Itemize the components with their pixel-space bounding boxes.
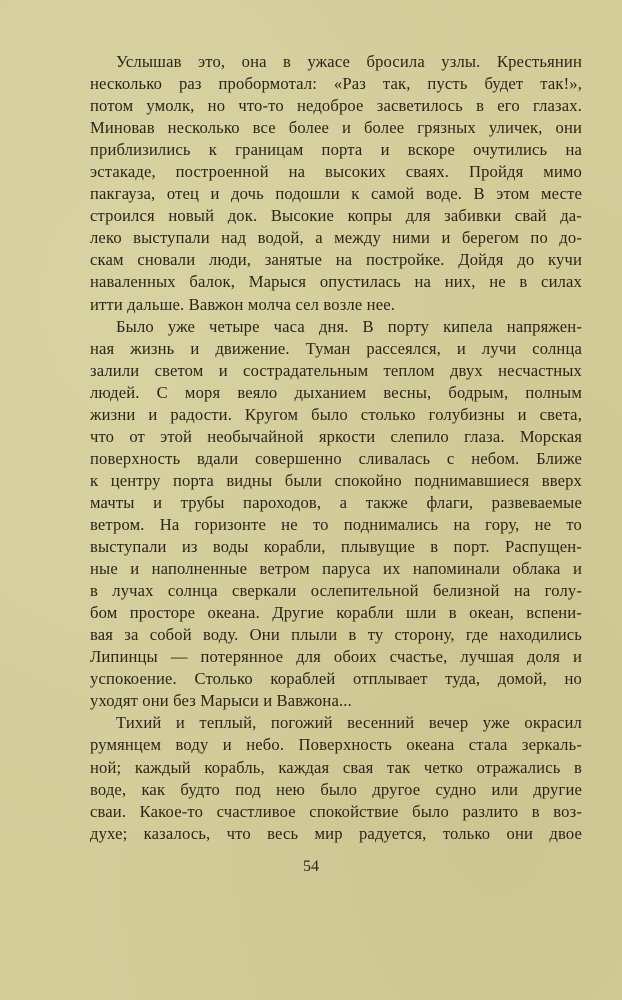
text-line: поверхность вдали совершенно сливалась с небом. Ближе bbox=[90, 448, 582, 468]
text-line: итти дальше. Вавжон молча сел возле нее. bbox=[90, 294, 396, 314]
body-text bbox=[90, 51, 582, 845]
text-line: мачты и трубы пароходов, а также флаги, развеваемые bbox=[90, 492, 582, 512]
text-line: приблизились к границам порта и вскоре очутились на bbox=[90, 140, 582, 160]
text-line: сваи. Какое-то счастливое спокойствие было разлито в воз- bbox=[90, 801, 582, 821]
text-line: успокоение. Столько кораблей отплывает туда, домой, но bbox=[90, 669, 582, 689]
text-line: леко выступали над водой, а между ними и берегом по до- bbox=[90, 228, 582, 248]
text-line: бом просторе океана. Другие корабли шли в океан, вспени- bbox=[90, 603, 582, 623]
text-line: выступали из воды корабли, плывущие в порт. Распущен- bbox=[90, 537, 582, 557]
text-line: Услышав это, она в ужасе бросила узлы. Крестьянин bbox=[116, 52, 582, 71]
text-line: строился новый док. Высокие копры для забивки свай да- bbox=[90, 206, 582, 226]
text-line: ная жизнь и движение. Туман рассеялся, и лучи солнца bbox=[90, 338, 582, 358]
text-line: Тихий и теплый, погожий весенний вечер уже окрасил bbox=[116, 713, 582, 733]
text-line: ные и наполненные ветром паруса их напоминали облака и bbox=[90, 559, 582, 579]
text-line: эстакаде, построенной на высоких сваях. Пройдя мимо bbox=[90, 162, 582, 182]
text-line: вая за собой воду. Они плыли в ту сторону, где находились bbox=[90, 625, 582, 645]
text-line: Липинцы — потерянное для обоих счастье, лучшая доля и bbox=[90, 647, 582, 667]
text-line: наваленных балок, Марыся опустилась на них, не в силах bbox=[90, 272, 582, 292]
text-line: уходят они без Марыси и Вавжона... bbox=[90, 691, 352, 711]
text-line: залили светом и сострадательным теплом двух несчастных bbox=[90, 360, 582, 380]
text-line: людей. С моря веяло дыханием весны, бодрым, полным bbox=[90, 382, 582, 402]
text-line: скам сновали люди, занятые на постройке. Дойдя до кучи bbox=[90, 250, 582, 270]
text-line: духе; казалось, что весь мир радуется, только они двое bbox=[90, 823, 582, 843]
text-line: пакгауза, отец и дочь подошли к самой воде. В этом месте bbox=[90, 184, 582, 204]
text-line: ветром. На горизонте не то поднимались на гору, не то bbox=[90, 514, 582, 534]
text-line: жизни и радости. Кругом было столько голубизны и света, bbox=[90, 404, 582, 424]
text-line: Было уже четыре часа дня. В порту кипела напряжен- bbox=[116, 316, 582, 336]
text-line: несколько раз пробормотал: «Раз так, пусть будет так!», bbox=[90, 74, 582, 94]
text-line: Миновав несколько все более и более грязных уличек, они bbox=[90, 118, 582, 138]
text-line: ной; каждый корабль, каждая свая так четко отражались в bbox=[90, 757, 582, 777]
text-line: что от этой необычайной яркости слепило глаза. Морская bbox=[90, 426, 582, 446]
text-line: воде, как будто под нею было другое судно или другие bbox=[90, 779, 582, 799]
text-line: к центру порта видны были спокойно поднимавшиеся вверх bbox=[90, 470, 582, 490]
text-line: в лучах солнца сверкали ослепительной белизной на голу- bbox=[90, 581, 582, 601]
text-line: потом умолк, но что-то недоброе засветилось в его глазах. bbox=[90, 96, 582, 116]
page-number: 54 bbox=[303, 858, 319, 875]
text-line: румянцем воду и небо. Поверхность океана стала зеркаль- bbox=[90, 735, 582, 755]
